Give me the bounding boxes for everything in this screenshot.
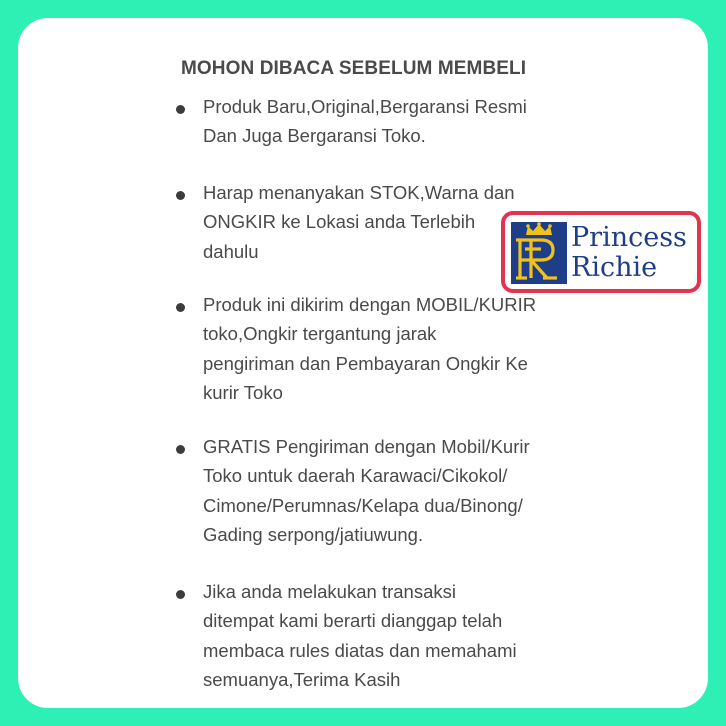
- rule-text-line: toko,Ongkir tergantung jarak: [203, 323, 437, 345]
- monogram-logo-icon: [511, 222, 567, 284]
- rule-text-line: Harap menanyakan STOK,Warna dan: [203, 182, 515, 203]
- rules-card: [18, 18, 708, 708]
- rule-text-line: ONGKIR ke Lokasi anda Terlebih: [203, 211, 476, 233]
- rule-text-line: Toko untuk daerah Karawaci/Cikokol/: [203, 465, 508, 487]
- rule-text-line: Dan Juga Bergaransi Toko.: [203, 125, 426, 147]
- rule-text-line: ditempat kami berarti dianggap telah: [203, 610, 503, 632]
- bullet-icon: [176, 445, 185, 454]
- bullet-icon: [176, 105, 185, 114]
- brand-name: [571, 223, 687, 283]
- page-title: MOHON DIBACA SEBELUM MEMBELI: [181, 58, 527, 79]
- rule-text-line: kurir Toko: [203, 381, 283, 403]
- brand-name-line2: Richie: [571, 252, 658, 283]
- rule-text-line: Gading serpong/jatiuwung.: [203, 523, 424, 545]
- rule-text-line: pengiriman dan Pembayaran Ongkir Ke: [203, 352, 528, 374]
- rule-text-line: Cimone/Perumnas/Kelapa dua/Binong/: [203, 494, 523, 516]
- rule-text-line: Jika anda melakukan transaksi: [203, 581, 456, 602]
- rule-text-line: semuanya,Terima Kasih: [203, 668, 401, 690]
- bullet-icon: [176, 303, 185, 312]
- bullet-icon: [176, 191, 185, 200]
- rule-text-line: Produk Baru,Original,Bergaransi Resmi: [203, 96, 527, 117]
- brand-name-line1: Princess: [571, 222, 687, 253]
- rule-text-line: dahulu: [203, 240, 259, 262]
- rule-text-line: GRATIS Pengiriman dengan Mobil/Kurir: [203, 436, 530, 457]
- rules-list: [18, 18, 708, 708]
- brand-logo: [501, 211, 701, 293]
- rule-text-line: Produk ini dikirim dengan MOBIL/KURIR: [203, 294, 537, 315]
- rule-text-line: membaca rules diatas dan memahami: [203, 639, 517, 661]
- bullet-icon: [176, 590, 185, 599]
